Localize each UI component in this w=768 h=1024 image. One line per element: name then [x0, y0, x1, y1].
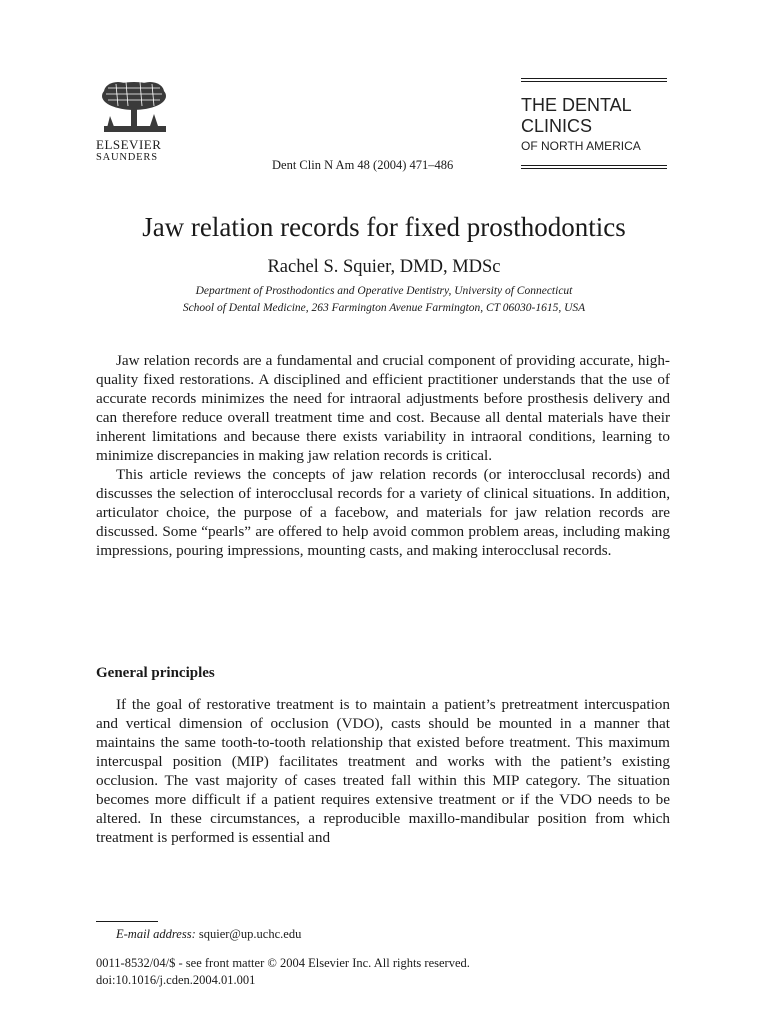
section-body	[96, 695, 670, 847]
publisher-imprint: SAUNDERS	[96, 152, 158, 163]
copyright-line: 0011-8532/04/$ - see front matter © 2004 Elsevier Inc. All rights reserved.	[96, 956, 470, 970]
author-affiliation	[0, 283, 768, 317]
journal-masthead	[521, 78, 667, 169]
footnote-rule	[96, 921, 158, 922]
abstract-paragraph-1: Jaw relation records are a fundamental and crucial component of providing accurate, high-quality fixed restorations. A disciplined and efficient practitioner understands that the use of accurate records minimizes the need for intraoral adjustments before prosthesis delivery and can therefore reduce overall treatment time and cost. Because all dental materials have their inherent limitations and because there exists variability in intraoral conditions, learning to minimize discrepancies in making jaw relation records is critical.	[96, 352, 670, 464]
publisher-name: ELSEVIER	[96, 137, 162, 152]
section-heading: General principles	[96, 665, 215, 681]
section-paragraph-1: If the goal of restorative treatment is to maintain a patient’s pretreatment intercuspation and vertical dimension of occlusion (VDO), casts should be mounted in a manner that maintains the same tooth-to-tooth relationship that existed before treatment. This maximum intercuspal position (MIP) facilitates treatment and works with the patient’s existing occlusion. The vast majority of cases treated fall within this MIP category. The situation becomes more difficult if a patient requires extensive treatment or if the VDO needs to be altered. In these circumstances, a reproducible maxillo-mandibular position from which treatment is performed is essential and	[96, 696, 670, 846]
footnote-email	[116, 927, 301, 942]
journal-title-line1: THE DENTAL	[521, 95, 632, 115]
publisher-logo	[96, 78, 176, 163]
article-author: Rachel S. Squier, DMD, MDSc	[267, 257, 501, 277]
abstract	[96, 351, 670, 560]
affiliation-line-2: School of Dental Medicine, 263 Farmington Avenue Farmington, CT 06030-1615, USA	[182, 302, 586, 314]
affiliation-line-1: Department of Prosthodontics and Operative Dentistry, University of Connecticut	[195, 285, 573, 297]
masthead-top-rule	[521, 78, 667, 82]
masthead-bottom-rule	[521, 165, 667, 169]
journal-title-line3: OF NORTH AMERICA	[521, 139, 641, 153]
email-link[interactable]: squier@up.uchc.edu	[198, 927, 302, 941]
abstract-paragraph-2: This article reviews the concepts of jaw relation records (or interocclusal records) and discusses the selection of interocclusal records for a variety of clinical situations. In addition, articulator choice, the purpose of a facebow, and materials for jaw relation records are discussed. Some “pearls” are offered to help avoid common problem areas, including making impressions, pouring impressions, mounting casts, and making interocclusal records.	[96, 466, 670, 559]
journal-citation: Dent Clin N Am 48 (2004) 471–486	[272, 158, 454, 172]
journal-title-line2: CLINICS	[521, 116, 593, 136]
elsevier-tree-icon	[96, 78, 172, 136]
doi-line[interactable]: doi:10.1016/j.cden.2004.01.001	[96, 973, 256, 987]
footnote-copyright	[96, 955, 470, 989]
article-title: Jaw relation records for fixed prosthodontics	[142, 212, 626, 242]
email-label: E-mail address:	[116, 927, 196, 941]
